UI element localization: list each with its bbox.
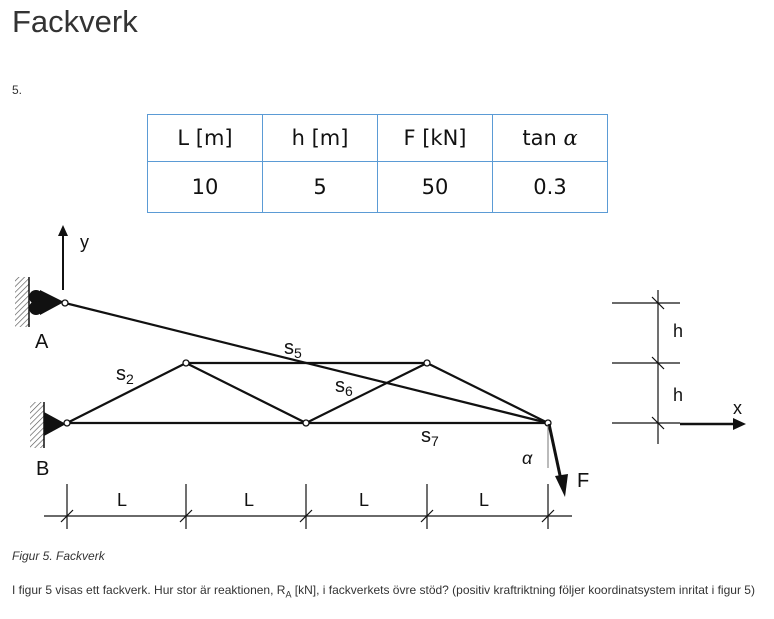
support-a bbox=[15, 277, 64, 327]
force-arrow bbox=[549, 424, 568, 497]
member-label-s5: $s_5$ bbox=[284, 337, 302, 361]
header-l: L [m] bbox=[148, 115, 263, 162]
figure-caption: Figur 5. Fackverk bbox=[12, 549, 105, 563]
question-number: 5. bbox=[12, 83, 23, 97]
header-h: h [m] bbox=[263, 115, 378, 162]
value-f: 50 bbox=[378, 162, 493, 213]
span-label: L bbox=[244, 490, 255, 510]
member-s6 bbox=[306, 363, 427, 423]
value-l: 10 bbox=[148, 162, 263, 213]
diagonal-member bbox=[186, 363, 306, 423]
table-row bbox=[148, 162, 608, 213]
tan-label: tan bbox=[522, 126, 557, 150]
header-tan-alpha bbox=[493, 115, 608, 162]
parameter-table bbox=[147, 114, 608, 213]
height-label: h bbox=[673, 385, 684, 405]
support-a-label: A bbox=[35, 331, 49, 353]
reaction-subscript: A bbox=[285, 589, 292, 600]
height-dimension-line bbox=[612, 290, 680, 444]
question-text-start: I figur 5 visas ett fackverk. Hur stor är reaktionen, R bbox=[12, 583, 286, 597]
page-title: Fackverk bbox=[12, 4, 138, 39]
force-label: F bbox=[577, 470, 590, 492]
span-label: L bbox=[479, 490, 490, 510]
value-h: 5 bbox=[263, 162, 378, 213]
x-axis-arrow bbox=[680, 418, 746, 430]
angle-alpha-label: α bbox=[522, 448, 533, 468]
header-f: F [kN] bbox=[378, 115, 493, 162]
member-label-s2: $s_2$ bbox=[116, 363, 134, 387]
member-label-s7: $s_7$ bbox=[421, 425, 439, 449]
truss-figure bbox=[0, 222, 774, 542]
support-b-label: B bbox=[36, 458, 50, 480]
y-axis-label: y bbox=[80, 232, 89, 252]
span-label: L bbox=[359, 490, 370, 510]
member-label-s6: $s_6$ bbox=[335, 375, 353, 399]
span-label: L bbox=[117, 490, 128, 510]
value-tan-alpha: 0.3 bbox=[493, 162, 608, 213]
end-diagonal-member bbox=[427, 363, 548, 423]
truss-members bbox=[65, 303, 548, 423]
height-label: h bbox=[673, 321, 684, 341]
x-axis-label: x bbox=[733, 398, 742, 418]
question-text bbox=[12, 582, 770, 603]
support-b bbox=[30, 402, 66, 448]
question-text-end: [kN], i fackverkets övre stöd? (positiv kraftriktning följer koordinatsystem inritat i figur 5) bbox=[291, 583, 755, 597]
alpha-symbol: α bbox=[563, 126, 578, 150]
y-axis-arrow bbox=[58, 225, 68, 290]
table-header-row bbox=[148, 115, 608, 162]
